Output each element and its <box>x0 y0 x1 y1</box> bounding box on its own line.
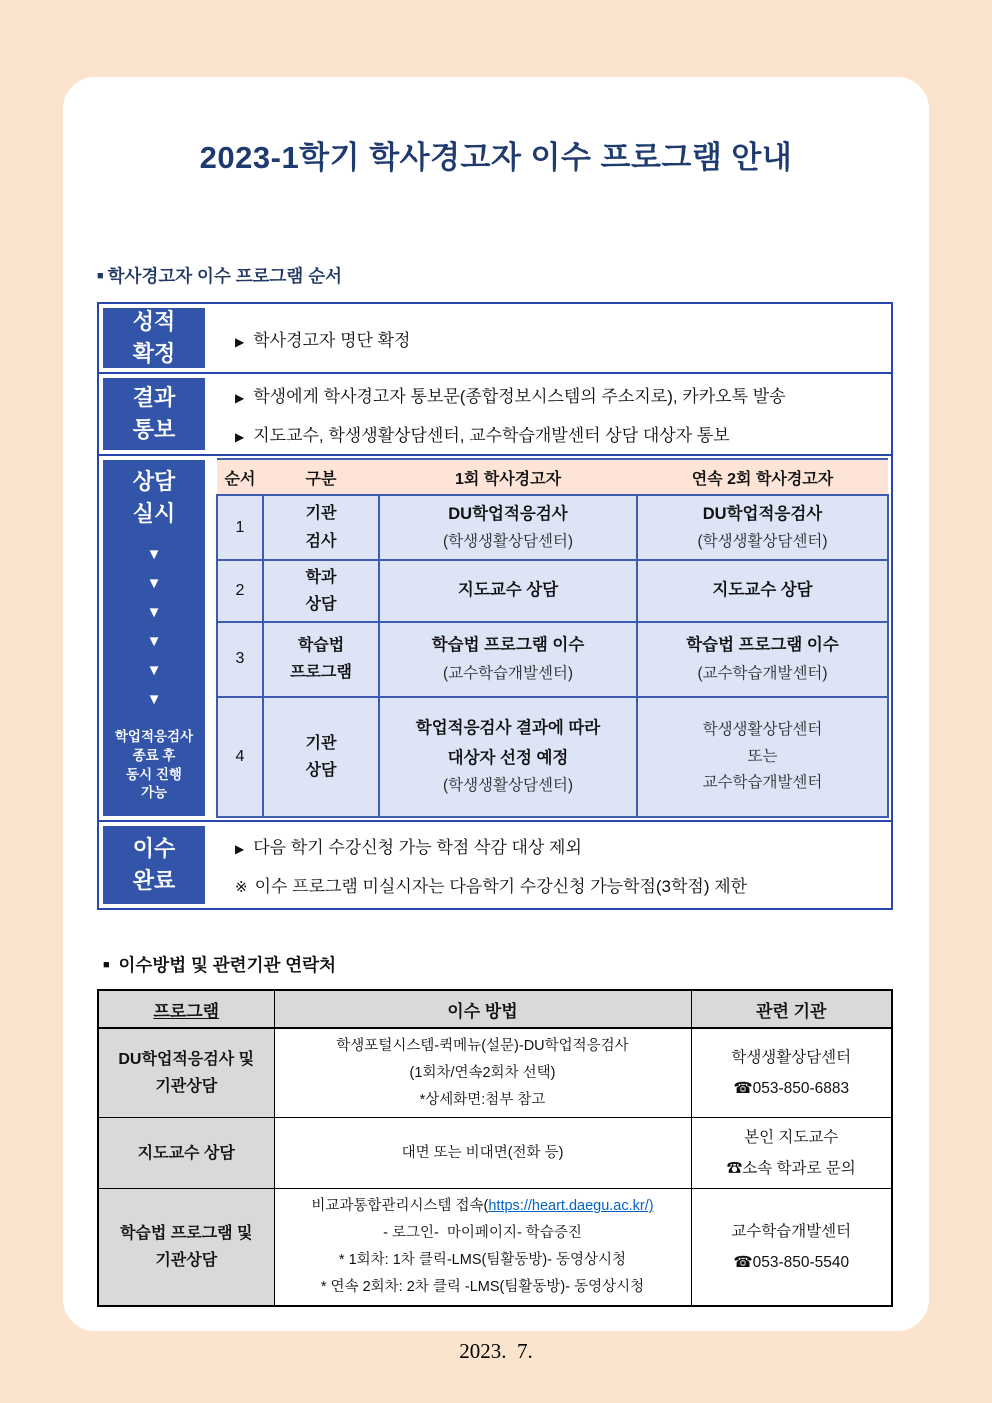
down-arrow-icon: ▼ <box>146 690 162 708</box>
method-line <box>277 1193 689 1220</box>
consult-row-4 <box>217 697 888 817</box>
triangle-bullet-icon: ▶ <box>235 430 245 444</box>
down-arrow-icon: ▼ <box>146 574 162 592</box>
program-line: 기관상담 <box>155 1078 218 1096</box>
cell-line: (교수학습개발센터) <box>697 664 828 682</box>
cell-line: 학업적응검사 결과에 따라 <box>415 719 601 738</box>
stage-label-line: 결과 <box>132 385 176 411</box>
step-category <box>263 622 379 697</box>
first-warning-cell <box>379 560 637 621</box>
second-warning-cell <box>637 697 888 817</box>
consult-header-first-warning: 1회 학사경고자 <box>379 459 637 495</box>
org-phone: ☎053-850-6883 <box>733 1080 850 1098</box>
org-name: 학생생활상담센터 <box>731 1049 852 1067</box>
program-cell <box>98 1189 274 1306</box>
method-line: * 연속 2회차: 2차 클릭 -LMS(팀활동방)- 동영상시청 <box>320 1278 645 1295</box>
second-warning-cell <box>637 495 888 560</box>
consult-table-wrap <box>209 456 891 820</box>
second-warning-cell <box>637 560 888 621</box>
cell-line: (학생생활상담센터) <box>697 533 828 551</box>
stage-label-line: 확정 <box>132 341 176 366</box>
stage-content <box>209 304 891 372</box>
stage-badge-grade-confirm <box>103 308 205 368</box>
step-category <box>263 697 379 817</box>
method-cell <box>274 1118 691 1189</box>
stage-badge-consult <box>103 460 205 816</box>
cell-line: 학습법 프로그램 이수 <box>686 636 839 655</box>
category-line: 학습법 <box>297 637 345 655</box>
flow-table <box>97 302 893 910</box>
method-cell <box>274 1028 691 1118</box>
cell-line: DU학업적응검사 <box>702 504 823 523</box>
stage-item-text: 학생에게 학사경고자 통보문(종합정보시스템의 주소지로), 카카오톡 발송 <box>253 387 786 406</box>
cell-line: 지도교수 상담 <box>712 581 813 599</box>
step-category <box>263 560 379 621</box>
method-cell <box>274 1189 691 1306</box>
stage-note-line: 동시 진행 <box>126 766 182 782</box>
consult-table <box>216 458 889 818</box>
stage-label-line: 상담 <box>132 469 176 494</box>
second-warning-cell <box>637 622 888 697</box>
program-cell <box>98 1118 274 1189</box>
category-line: 상담 <box>305 595 337 613</box>
stage-item-text: 지도교수, 학생생활상담센터, 교수학습개발센터 상담 대상자 통보 <box>253 426 730 445</box>
footer-date: 2023. 7. <box>459 1338 533 1363</box>
page-title: 2023-1학기 학사경고자 이수 프로그램 안내 <box>199 140 793 175</box>
step-number: 2 <box>217 560 263 621</box>
method-line: *상세화면:첨부 참고 <box>419 1091 546 1108</box>
stage-item <box>235 872 891 897</box>
program-line: 학습법 프로그램 및 <box>119 1224 253 1242</box>
stage-label-line: 성적 <box>132 309 176 335</box>
cell-line: 또는 <box>747 747 778 765</box>
contact-row-du-test <box>98 1028 892 1118</box>
method-line: 학생포털시스템-퀵메뉴(설문)-DU학업적응검사 <box>336 1038 629 1054</box>
category-line: 프로그램 <box>290 664 352 682</box>
org-cell <box>691 1189 892 1306</box>
down-arrow-icon: ▼ <box>146 603 162 621</box>
contact-section-heading-text: 이수방법 및 관련기관 연락처 <box>118 955 336 975</box>
stage-content <box>209 374 891 454</box>
contact-row-advisor <box>98 1118 892 1189</box>
first-warning-cell <box>379 697 637 817</box>
category-line: 검사 <box>305 532 337 550</box>
contact-header-method: 이수 방법 <box>274 990 691 1028</box>
stage-content <box>209 822 891 908</box>
stage-item <box>235 421 891 446</box>
step-number: 4 <box>217 697 263 817</box>
cell-line: 교수학습개발센터 <box>702 774 823 792</box>
triangle-bullet-icon: ▶ <box>235 842 245 856</box>
consult-row-1 <box>217 495 888 560</box>
stage-badge-result-notice <box>103 378 205 450</box>
program-line: DU학업적응검사 및 <box>118 1051 255 1069</box>
triangle-bullet-icon: ▶ <box>235 391 245 405</box>
stage-label-line: 완료 <box>132 868 176 893</box>
notice-card <box>63 77 929 1363</box>
flow-row-result-notice <box>99 372 891 454</box>
stage-item-text: 학사경고자 명단 확정 <box>253 330 411 350</box>
method-line: 대면 또는 비대면(전화 등) <box>401 1145 564 1162</box>
contact-section-heading <box>103 952 929 977</box>
stage-label-line: 실시 <box>132 500 176 526</box>
stage-label-line: 이수 <box>132 836 176 862</box>
stage-badge-completion <box>103 826 205 904</box>
step-number: 3 <box>217 622 263 697</box>
org-name: 교수학습개발센터 <box>731 1223 852 1241</box>
flow-row-grade-confirm <box>99 304 891 372</box>
stage-item <box>235 833 891 858</box>
triangle-bullet-icon: ▶ <box>235 334 245 349</box>
step-category <box>263 495 379 560</box>
stage-label-line: 통보 <box>132 417 176 442</box>
stage-item-text: 다음 학기 수강신청 가능 학점 삭감 대상 제외 <box>253 838 582 857</box>
category-line: 상담 <box>305 761 337 779</box>
category-line: 기관 <box>305 734 337 752</box>
contact-header-row <box>98 990 892 1028</box>
consult-header-second-warning: 연속 2회 학사경고자 <box>637 459 888 495</box>
cell-line: (교수학습개발센터) <box>442 664 574 682</box>
flow-stage-cell <box>99 374 209 454</box>
down-arrow-stack <box>147 540 162 714</box>
category-line: 기관 <box>305 505 337 523</box>
contact-header-org: 관련 기관 <box>691 990 892 1028</box>
cell-line: (학생생활상담센터) <box>442 533 574 551</box>
program-cell <box>98 1028 274 1118</box>
method-link-prefix: 비교과통합관리시스템 접속( <box>311 1198 489 1215</box>
stage-note-line: 가능 <box>140 785 168 801</box>
stage-note-line: 학업적응검사 <box>114 728 194 744</box>
stage-item <box>235 326 891 351</box>
cell-line: 대상자 선정 예정 <box>447 748 569 767</box>
flow-stage-cell <box>99 304 209 372</box>
flow-stage-cell <box>99 456 209 820</box>
down-arrow-icon: ▼ <box>146 632 162 650</box>
cell-line: 학습법 프로그램 이수 <box>431 636 585 655</box>
consult-header-category: 구분 <box>263 459 379 495</box>
flow-section-heading-text: 학사경고자 이수 프로그램 순서 <box>107 266 343 286</box>
org-cell <box>691 1118 892 1189</box>
down-arrow-icon: ▼ <box>146 545 162 563</box>
reference-mark-icon: ※ <box>235 879 248 896</box>
method-line: (1회차/연속2회차 선택) <box>409 1064 556 1081</box>
category-line: 학과 <box>305 568 337 586</box>
step-number: 1 <box>217 495 263 560</box>
cell-line: 지도교수 상담 <box>457 581 559 599</box>
contact-header-program: 프로그램 <box>98 990 274 1028</box>
stage-label <box>133 382 176 446</box>
stage-item-text: 이수 프로그램 미실시자는 다음학기 수강신청 가능학점(3학점) 제한 <box>254 877 748 896</box>
flow-stage-cell <box>99 822 209 908</box>
contact-row-learning-program <box>98 1189 892 1306</box>
cell-line: DU학업적응검사 <box>448 504 568 523</box>
heart-system-link[interactable]: https://heart.daegu.ac.kr/) <box>488 1198 654 1215</box>
method-line: - 로그인- 마이페이지- 학습증진 <box>383 1225 582 1242</box>
cell-line: 학생생활상담센터 <box>702 721 823 739</box>
method-line: * 1회차: 1차 클릭-LMS(팀활동방)- 동영상시청 <box>338 1252 627 1269</box>
org-phone: ☎053-850-5540 <box>733 1254 850 1272</box>
stage-side-note <box>115 728 193 804</box>
program-line: 기관상담 <box>155 1252 218 1270</box>
program-line: 지도교수 상담 <box>137 1144 235 1162</box>
first-warning-cell <box>379 622 637 697</box>
down-arrow-icon: ▼ <box>146 661 162 679</box>
consult-row-2 <box>217 560 888 621</box>
flow-section-heading <box>97 263 929 288</box>
flow-row-completion <box>99 820 891 908</box>
org-phone: ☎소속 학과로 문의 <box>726 1160 856 1178</box>
flow-row-consult <box>99 454 891 820</box>
org-cell <box>691 1028 892 1118</box>
first-warning-cell <box>379 495 637 560</box>
stage-note-line: 종료 후 <box>132 747 176 763</box>
consult-header-row <box>217 459 888 495</box>
stage-label <box>133 306 176 370</box>
stage-item <box>235 382 891 407</box>
contact-table <box>97 989 893 1307</box>
stage-label <box>133 466 176 530</box>
consult-row-3 <box>217 622 888 697</box>
stage-label <box>133 833 176 897</box>
square-bullet-icon: ■ <box>103 959 110 971</box>
cell-line: (학생생활상담센터) <box>442 777 574 795</box>
org-name: 본인 지도교수 <box>744 1129 839 1147</box>
square-bullet-icon: ■ <box>97 270 104 282</box>
consult-header-order: 순서 <box>217 459 263 495</box>
